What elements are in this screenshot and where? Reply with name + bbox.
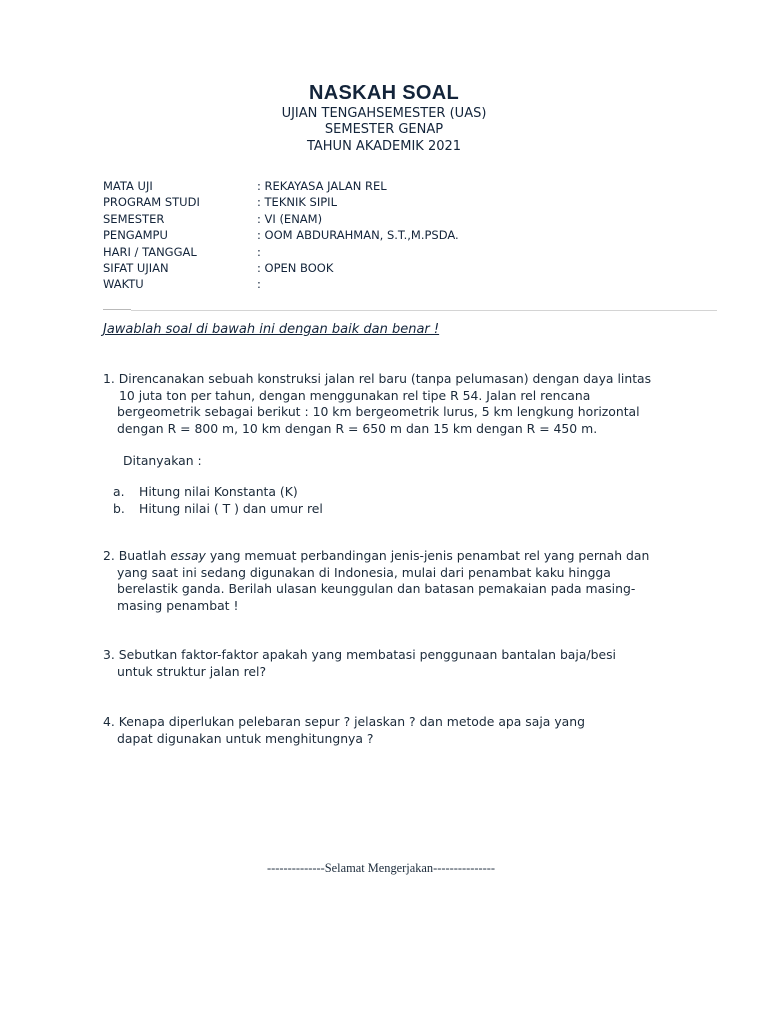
- closing-message: --------------Selamat Mengerjakan---------------: [266, 861, 496, 875]
- question-text-line: berelastik ganda. Berilah ulasan keunggulan dan batasan pemakaian pada masing-: [117, 581, 636, 597]
- info-row-program: [103, 194, 663, 210]
- item-letter: a.: [113, 484, 125, 499]
- semester-heading: SEMESTER GENAP: [324, 122, 444, 137]
- info-label: PENGAMPU: [103, 228, 168, 243]
- info-label: SEMESTER: [103, 211, 165, 226]
- info-value: :: [257, 244, 261, 259]
- academic-year: TAHUN AKADEMIK 2021: [306, 139, 462, 154]
- info-label: WAKTU: [103, 277, 144, 292]
- question-text-line: dengan R = 800 m, 10 km dengan R = 650 m dan 15 km dengan R = 450 m.: [117, 420, 598, 436]
- question-text-line: [103, 548, 659, 565]
- question-4: [103, 714, 659, 747]
- info-row-date: [103, 244, 663, 260]
- question-1-subitems: [113, 484, 323, 517]
- info-label: HARI / TANGGAL: [103, 244, 197, 259]
- info-row-semester: [103, 211, 663, 227]
- info-value: : TEKNIK SIPIL: [257, 195, 337, 210]
- list-item: [113, 501, 323, 518]
- question-prefix: 2. Buatlah: [103, 548, 171, 563]
- question-3: [103, 647, 659, 680]
- question-1: [103, 371, 659, 437]
- question-text-line: yang saat ini sedang digunakan di Indonesia, mulai dari penambat kaku hingga: [117, 564, 611, 580]
- question-2: [103, 548, 659, 614]
- item-letter: b.: [113, 500, 125, 516]
- info-label: MATA UJI: [103, 179, 153, 193]
- section-divider: [131, 310, 717, 311]
- exam-type: UJIAN TENGAHSEMESTER (UAS): [281, 106, 487, 121]
- document-title: NASKAH SOAL: [309, 82, 459, 104]
- info-value: : OPEN BOOK: [257, 260, 334, 275]
- item-text: Hitung nilai ( T ) dan umur rel: [139, 500, 323, 516]
- info-row-course: [103, 178, 663, 194]
- divider-accent: [103, 309, 131, 310]
- list-item: [113, 484, 323, 501]
- info-row-time: [103, 276, 663, 292]
- asked-label: Ditanyakan :: [123, 453, 202, 468]
- question-text-line: untuk struktur jalan rel?: [117, 663, 267, 679]
- info-row-lecturer: [103, 227, 663, 243]
- info-label: SIFAT UJIAN: [103, 260, 169, 275]
- question-text-line: 3. Sebutkan faktor-faktor apakah yang membatasi penggunaan bantalan baja/besi: [103, 647, 616, 662]
- item-text: Hitung nilai Konstanta (K): [139, 484, 298, 499]
- info-label: PROGRAM STUDI: [103, 195, 200, 210]
- info-value: : REKAYASA JALAN REL: [257, 179, 387, 193]
- info-value: :: [257, 277, 261, 292]
- question-text-line: bergeometrik sebagai berikut : 10 km bergeometrik lurus, 5 km lengkung horizontal: [117, 404, 640, 420]
- question-text-line: 10 juta ton per tahun, dengan menggunakan rel tipe R 54. Jalan rel rencana: [119, 387, 591, 403]
- info-value: : OOM ABDURAHMAN, S.T.,M.PSDA.: [257, 228, 459, 243]
- info-value: : VI (ENAM): [257, 211, 323, 226]
- question-text-line: dapat digunakan untuk menghitungnya ?: [117, 730, 374, 746]
- info-row-exam-nature: [103, 260, 663, 276]
- exam-info-table: [103, 178, 663, 293]
- emphasis-word: essay: [170, 548, 206, 563]
- question-suffix: yang memuat perbandingan jenis-jenis penambat rel yang pernah dan: [205, 548, 650, 563]
- question-text-line: masing penambat !: [117, 597, 239, 613]
- question-text-line: 1. Direncanakan sebuah konstruksi jalan rel baru (tanpa pelumasan) dengan daya lintas: [103, 371, 652, 386]
- question-text-line: 4. Kenapa diperlukan pelebaran sepur ? jelaskan ? dan metode apa saja yang: [103, 714, 585, 729]
- instruction-text: Jawablah soal di bawah ini dengan baik dan benar !: [103, 322, 440, 337]
